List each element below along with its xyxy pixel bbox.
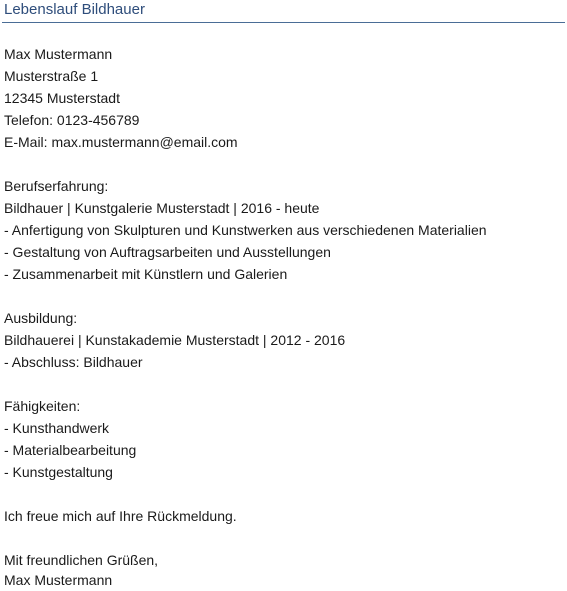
skills-item: - Kunstgestaltung xyxy=(4,464,113,480)
experience-item: - Anfertigung von Skulpturen und Kunstwerken aus verschiedenen Materialien xyxy=(4,222,487,238)
education-item: - Abschluss: Bildhauer xyxy=(4,354,143,370)
experience-item: - Gestaltung von Auftragsarbeiten und Ausstellungen xyxy=(4,244,331,260)
title-divider xyxy=(2,22,565,23)
education-heading: Ausbildung: xyxy=(4,310,78,326)
greeting-text: Mit freundlichen Grüßen, xyxy=(4,552,159,568)
contact-city: 12345 Musterstadt xyxy=(4,90,120,106)
closing-text: Ich freue mich auf Ihre Rückmeldung. xyxy=(4,508,237,524)
skills-heading: Fähigkeiten: xyxy=(4,398,81,414)
signature-name: Max Mustermann xyxy=(4,572,113,588)
document-title: Lebenslauf Bildhauer xyxy=(4,1,145,18)
contact-phone: Telefon: 0123-456789 xyxy=(4,112,140,128)
experience-heading: Berufserfahrung: xyxy=(4,178,109,194)
contact-name: Max Mustermann xyxy=(4,46,113,62)
skills-item: - Materialbearbeitung xyxy=(4,442,137,458)
contact-street: Musterstraße 1 xyxy=(4,68,99,84)
skills-item: - Kunsthandwerk xyxy=(4,420,110,436)
experience-position: Bildhauer | Kunstgalerie Musterstadt | 2016 - heute xyxy=(4,200,320,216)
experience-item: - Zusammenarbeit mit Künstlern und Galerien xyxy=(4,266,288,282)
education-entry: Bildhauerei | Kunstakademie Musterstadt | 2012 - 2016 xyxy=(4,332,346,348)
contact-email: E-Mail: max.mustermann@email.com xyxy=(4,134,238,150)
